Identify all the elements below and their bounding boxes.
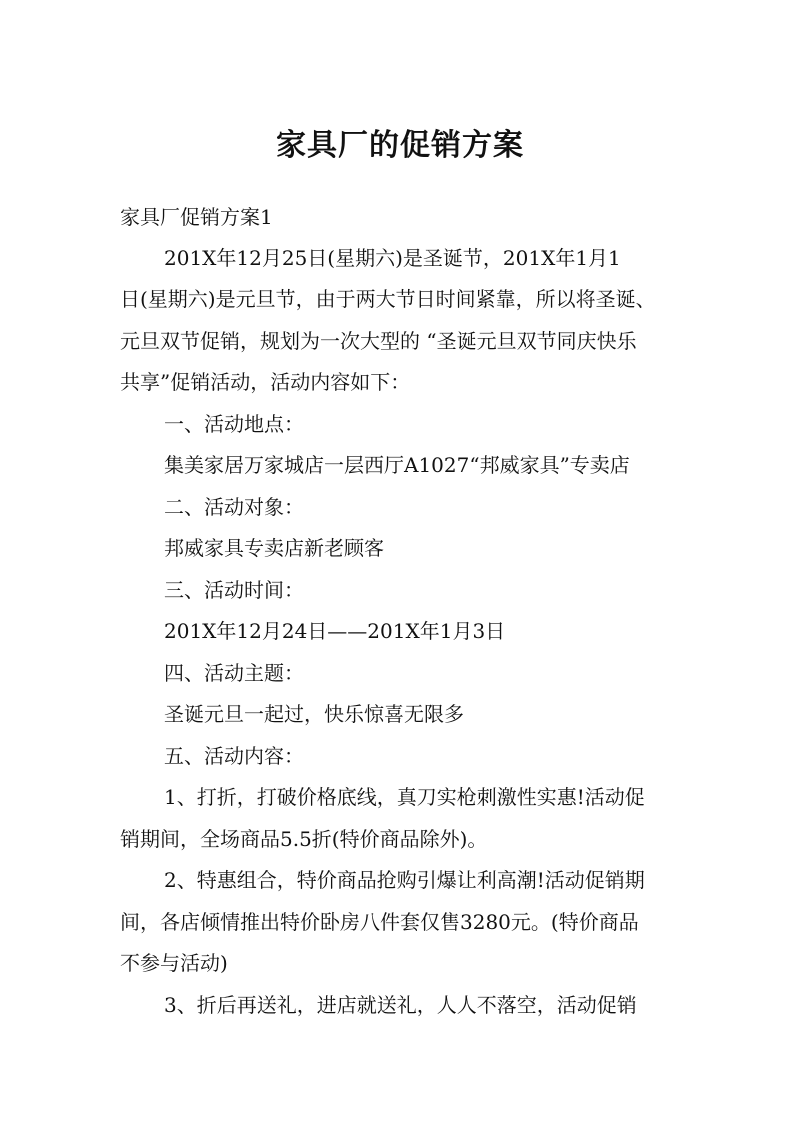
paragraph-line: 集美家居万家城店一层西厅A1027“邦威家具”专卖店 — [164, 453, 630, 477]
paragraph-line: 间，各店倾情推出特价卧房八件套仅售3280元。(特价商品 — [120, 910, 639, 934]
paragraph-line: 元旦双节促销，规划为一次大型的 “圣诞元旦双节同庆快乐 — [120, 329, 637, 353]
item-heading: 四、活动主题： — [164, 661, 304, 685]
paragraph-line: 201X年12月25日(星期六)是圣诞节，201X年1月1 — [164, 246, 621, 270]
item-heading: 二、活动对象： — [164, 495, 304, 519]
paragraph-line: 日(星期六)是元旦节，由于两大节日时间紧靠，所以将圣诞、 — [120, 287, 656, 311]
paragraph-line: 共享”促销活动，活动内容如下： — [120, 370, 411, 394]
paragraph-line: 不参与活动) — [120, 951, 228, 975]
paragraph-line: 圣诞元旦一起过，快乐惊喜无限多 — [164, 702, 464, 726]
paragraph-line: 销期间，全场商品5.5折(特价商品除外)。 — [120, 827, 488, 851]
paragraph-line: 201X年12月24日——201X年1月3日 — [164, 619, 506, 643]
document-title: 家具厂的促销方案 — [276, 128, 524, 163]
item-heading: 一、活动地点： — [164, 412, 304, 436]
paragraph-line: 2、特惠组合，特价商品抢购引爆让利高潮!活动促销期 — [164, 868, 645, 892]
section-heading: 家具厂促销方案1 — [120, 205, 273, 229]
paragraph-line: 3、折后再送礼，进店就送礼，人人不落空，活动促销 — [164, 993, 637, 1017]
paragraph-line: 1、打折，打破价格底线，真刀实枪刺激性实惠!活动促 — [164, 785, 645, 809]
item-heading: 五、活动内容： — [164, 744, 304, 768]
paragraph-line: 邦威家具专卖店新老顾客 — [164, 536, 384, 560]
item-heading: 三、活动时间： — [164, 578, 304, 602]
